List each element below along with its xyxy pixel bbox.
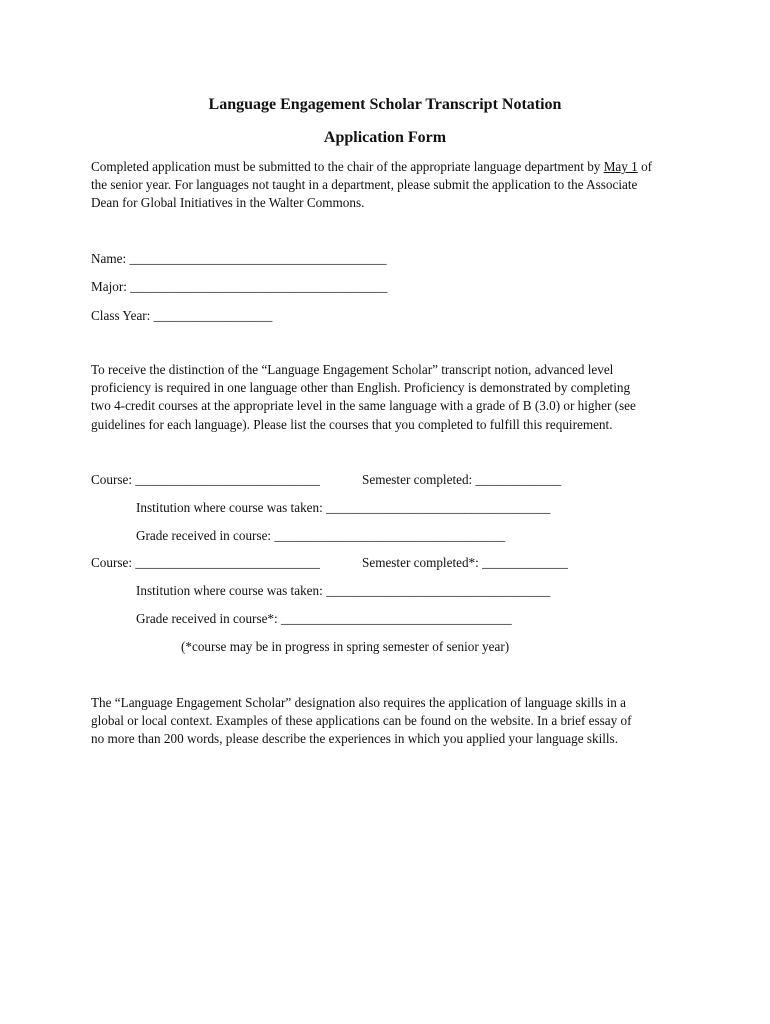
intro-line-1-text: Completed application must be submitted to the chair of the appropriate language department by xyxy=(91,159,604,174)
intro-paragraph xyxy=(91,158,691,213)
essay-line-2: global or local context. Examples of these applications can be found on the website. In a brief essay of xyxy=(91,713,632,729)
course-1-field[interactable]: Course: ____________________________ xyxy=(91,472,320,487)
essay-paragraph xyxy=(91,694,691,749)
intro-line-3: Dean for Global Initiatives in the Walter Commons. xyxy=(91,195,365,211)
course-2-field[interactable]: Course: ____________________________ xyxy=(91,555,320,570)
class-year-field[interactable]: Class Year: __________________ xyxy=(91,308,273,323)
footnote: (*course may be in progress in spring semester of senior year) xyxy=(181,639,510,654)
course-2-semester-field[interactable]: Semester completed*: _____________ xyxy=(362,555,568,570)
requirement-paragraph xyxy=(91,361,691,434)
requirement-line-3: two 4-credit courses at the appropriate level in the same language with a grade of B (3.0) or higher (see xyxy=(91,398,636,414)
course-1-institution-field[interactable]: Institution where course was taken: __________________________________ xyxy=(136,500,551,515)
requirement-line-4: guidelines for each language). Please list the courses that you completed to fulfill this requirement. xyxy=(91,416,613,432)
document-subtitle: Application Form xyxy=(323,129,447,146)
course-2-institution-field[interactable]: Institution where course was taken: __________________________________ xyxy=(136,583,551,598)
intro-line-1-end: of xyxy=(637,159,653,174)
name-field[interactable]: Name: _______________________________________ xyxy=(91,251,387,266)
course-2-grade-field[interactable]: Grade received in course*: ___________________________________ xyxy=(136,611,512,626)
essay-line-3: no more than 200 words, please describe the experiences in which you applied your language skills. xyxy=(91,731,618,747)
course-1-semester-field[interactable]: Semester completed: _____________ xyxy=(362,472,562,487)
requirement-line-1: To receive the distinction of the “Language Engagement Scholar” transcript notion, advanced level xyxy=(91,362,614,377)
intro-line-2: the senior year. For languages not taught in a department, please submit the application to the Associate xyxy=(91,177,638,193)
major-field[interactable]: Major: _______________________________________ xyxy=(91,279,388,294)
intro-line-1 xyxy=(91,158,691,176)
deadline-date: May 1 xyxy=(603,159,638,174)
essay-line-1: The “Language Engagement Scholar” designation also requires the application of language skills in a xyxy=(91,695,627,710)
course-1-grade-field[interactable]: Grade received in course: ___________________________________ xyxy=(136,528,506,543)
requirement-line-2: proficiency is required in one language other than English. Proficiency is demonstrated by completing xyxy=(91,380,631,396)
document-title: Language Engagement Scholar Transcript Notation xyxy=(208,96,562,113)
